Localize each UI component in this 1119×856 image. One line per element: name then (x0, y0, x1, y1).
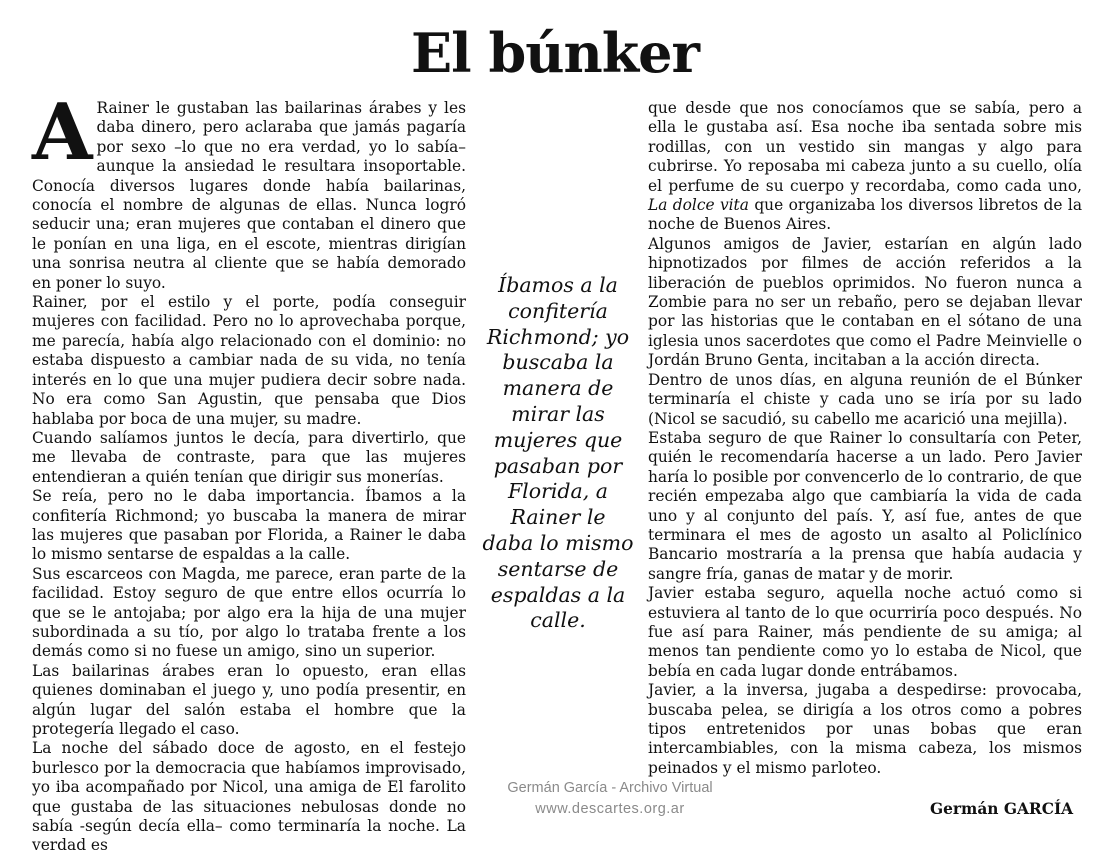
paragraph-text: Rainer le gustaban las bailarinas árabes y les daba dinero, pero aclaraba que jamás pagaría por sexo –lo que no era verdad, yo lo sabía– aunque la ansiedad le resultara insoportable. Conocía diversos lugares donde había bailarinas, conocía el nombre de algunas de ellas. Nunca logró seducir una; eran mujeres que contaban el dinero que le ponían en una liga, en el escote, mientras dirigían una sonrisa neutra al cliente que se había demorado en poner lo suyo. (32, 99, 466, 292)
drop-cap: A (32, 87, 93, 178)
paragraph: Estaba seguro de que Rainer lo consultaría con Peter, quién le recomendaría hacerse a un lado. Pero Javier haría lo posible por convencerlo de lo contrario, de que recién empezaba algo que cambiaría la vida de cada uno y al conjunto del país. Y, así fue, antes de que terminara el mes de agosto un asalto al Policlínico Bancario mostraría a la prensa que había audacia y sangre fría, ganas de matar y de morir. (648, 428, 1082, 583)
archive-credit: Germán García - Archivo Virtual (507, 780, 713, 796)
paragraph: Sus escarceos con Magda, me parece, eran parte de la facilidad. Estoy seguro de que entre ellos ocurría lo que se le antojaba; por algo era la hija de una mujer subordinada a su tío, por algo lo trataba frente a los demás como si no fuese un amigo, sino un superior. (32, 564, 466, 661)
archive-url: www.descartes.org.ar (535, 801, 685, 817)
paragraph (32, 87, 466, 293)
film-title: La dolce vita (648, 196, 749, 215)
paragraph-text: que organizaba los diversos libretos de la noche de Buenos Aires. (648, 196, 1082, 234)
left-column (32, 87, 466, 856)
pull-quote: Íbamos a la confitería Richmond; yo buscaba la manera de mirar las mujeres que pasaban por Florida, a Rainer le daba lo mismo sentarse de espaldas a la calle. (482, 273, 634, 633)
paragraph: Las bailarinas árabes eran lo opuesto, eran ellas quienes dominaban el juego y, uno podía presentir, en algún lugar del salón estaba el hombre que la protegería llegado el caso. (32, 661, 466, 738)
author-signature: Germán GARCÍA (930, 800, 1074, 818)
paragraph: Algunos amigos de Javier, estarían en algún lado hipnotizados por filmes de acción referidos a la liberación de pueblos oprimidos. No fueron nunca a Zombie para no ser un rebaño, pero se dejaban llevar por las historias que le contaban en el sótano de una iglesia unos sacerdotes que como el Padre Meinvielle o Jordán Bruno Genta, incitaban a la acción directa. (648, 234, 1082, 370)
article-title: El búnker (411, 21, 699, 85)
paragraph: Rainer, por el estilo y el porte, podía conseguir mujeres con facilidad. Pero no lo aprovechaba porque, me parecía, había algo relacionado con el dominio: no estaba dispuesto a cambiar nada de su vida, no tenía interés en lo que una mujer pudiera decir sobre nada. No era como San Agustin, que pensaba que Dios hablaba por boca de una mujer, su madre. (32, 293, 466, 428)
paragraph: Javier estaba seguro, aquella noche actuó como si estuviera al tanto de lo que ocurriría poco después. No fue así para Rainer, más pendiente de su amiga; al menos tan pendiente como yo lo estaba de Nicol, que bebía en cada lugar donde entrábamos. (648, 584, 1082, 680)
paragraph: Cuando salíamos juntos le decía, para divertirlo, que me llevaba de contraste, para que las mujeres entendieran a quién tenían que dirigir sus monerías. (32, 428, 466, 486)
paragraph: La noche del sábado doce de agosto, en el festejo burlesco por la democracia que habíamos improvisado, yo iba acompañado por Nicol, una amiga de El farolito que gustaba de las situaciones nebulosas donde no sabía -según decía ella– como terminaría la noche. La verdad es (32, 739, 466, 855)
paragraph: Se reía, pero no le daba importancia. Íbamos a la confitería Richmond; yo buscaba la manera de mirar las mujeres que pasaban por Florida, a Rainer le daba lo mismo sentarse de espaldas a la calle. (32, 487, 466, 564)
paragraph: Javier, a la inversa, jugaba a despedirse: provocaba, buscaba pelea, se dirigía a los otros como a pobres tipos entretenidos por unas bobas que eran intercambiables, con la misma cabeza, los mismos peinados y el mismo parloteo. (648, 681, 1082, 777)
right-column (648, 99, 1082, 778)
paragraph (648, 99, 1082, 235)
paragraph: Dentro de unos días, en alguna reunión de el Búnker terminaría el chiste y cada uno se iría por su lado (Nicol se sacudió, su cabello me acarició una mejilla). (648, 370, 1082, 428)
paragraph-text: que desde que nos conocíamos que se sabía, pero a ella le gustaba así. Esa noche iba sentada sobre mis rodillas, con un vestido sin mangas y algo para cubrirse. Yo reposaba mi cabeza junto a su cuello, olía el perfume de su cuerpo y recordaba, como cada uno, (648, 99, 1082, 195)
